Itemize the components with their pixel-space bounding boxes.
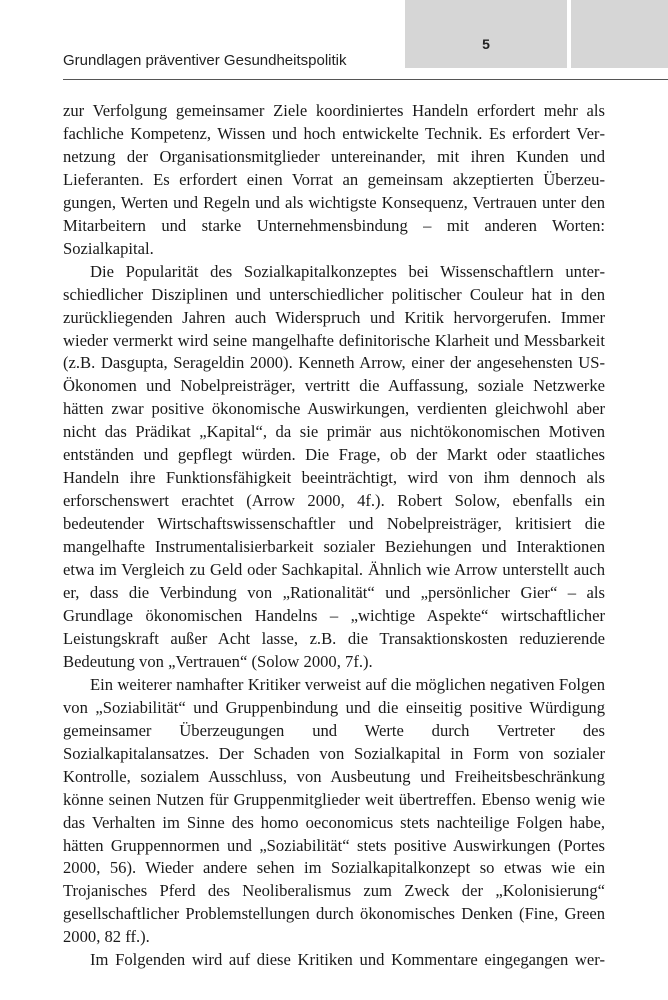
page-number: 5 — [482, 36, 490, 52]
running-title: Grundlagen präventiver Gesundheitspolitik — [63, 52, 347, 69]
paragraph-3: Ein weiterer namhafter Kritiker verweist auf die möglichen negativen Folgen von „Soziabilität“ und Gruppenbindung und die einseitig positive Würdigung gemeinsamer Überzeugungen und Werte durch Vertreter des Sozialkapitalansatzes. Der Schaden von Sozialkapital in Form von sozialer Kontrolle, sozialem Ausschluss, von Ausbeutung und Freiheitsbeschränkung könne seinen Nutzen für Gruppenmitglieder weit übertreffen. Ebenso wenig wie das Verhalten im Sinne des homo oeconomicus stets nachteilige Folgen habe, hätten Gruppennormen und „Soziabilität“ stets positive Auswirkungen (Portes 2000, 56). Wieder andere sehen im Sozialkapitalkonzept so etwas wie ein Trojanisches Pferd des Neoliberalismus zum Zweck der „Kolonisierung“ gesellschaftlicher Problemstellungen durch ökonomisches Denken (Fine, Green 2000, 82 ff.). — [63, 674, 605, 947]
header-tab-decoration — [571, 0, 668, 68]
paragraph-4: Im Folgenden wird auf diese Kritiken und Kommentare eingegangen wer- — [90, 950, 605, 970]
paragraph-2: Die Popularität des Sozialkapitalkonzeptes bei Wissenschaftlern unterschiedlicher Disziplinen und unterschiedlicher politischer Couleur hat in den zurückliegenden Jahren auch Widerspruch und Kritik hervorgerufen. Immer wieder vermerkt wird seine mangelhafte definitorische Klarheit und Messbarkeit (z.B. Dasgupta, Serageldin 2000). Kenneth Arrow, einer der angesehensten US-Ökonomen und Nobelpreisträger, vertritt die Auffassung, soziale Netzwerke hätten zwar positive ökonomische Auswirkungen, verdienten gleichwohl aber nicht das Prädikat „Kapital“, da sie primär aus nichtökonomischen Motiven entständen und gepflegt würden. Die Frage, ob der Markt oder staatliches Handeln ihre Funktionsfähigkeit beeinträchtigt, wird von ihm dennoch als erforschenswert erachtet (Arrow 2000, 4f.). Robert Solow, ebenfalls ein bedeutender Wirtschaftswissenschaftler und Nobelpreisträger, kritisiert die mangelhafte Instrumentalisierbarkeit sozialer Beziehungen und Interaktionen etwa im Vergleich zu Geld oder Sachkapital. Ähnlich wie Arrow unterstellt auch er, dass die Verbindung von „Rationalität“ und „persönlicher Gier“ – als Grundlage ökonomischen Handelns – „wichtige Aspekte“ wirtschaftlicher Leistungskraft außer Acht lasse, z.B. die Transaktionskosten reduzierende Bedeutung von „Vertrauen“ (Solow 2000, 7f.). — [63, 261, 605, 671]
body-text — [63, 100, 605, 972]
paragraph-1: zur Verfolgung gemeinsamer Ziele koordiniertes Handeln erfordert mehr als fachliche Kompetenz, Wissen und hoch entwickelte Technik. Es erfordert Vernetzung der Organisationsmitglieder untereinander, mit ihren Kunden und Lieferanten. Es erfordert einen Vorrat an gemeinsam akzeptierten Überzeugungen, Werten und Regeln und als wichtigste Konsequenz, Vertrauen unter den Mitarbeitern und starke Unternehmensbindung – mit anderen Worten: Sozialkapital. — [63, 101, 605, 258]
header-divider — [63, 79, 668, 80]
page-number-tab — [405, 0, 567, 68]
